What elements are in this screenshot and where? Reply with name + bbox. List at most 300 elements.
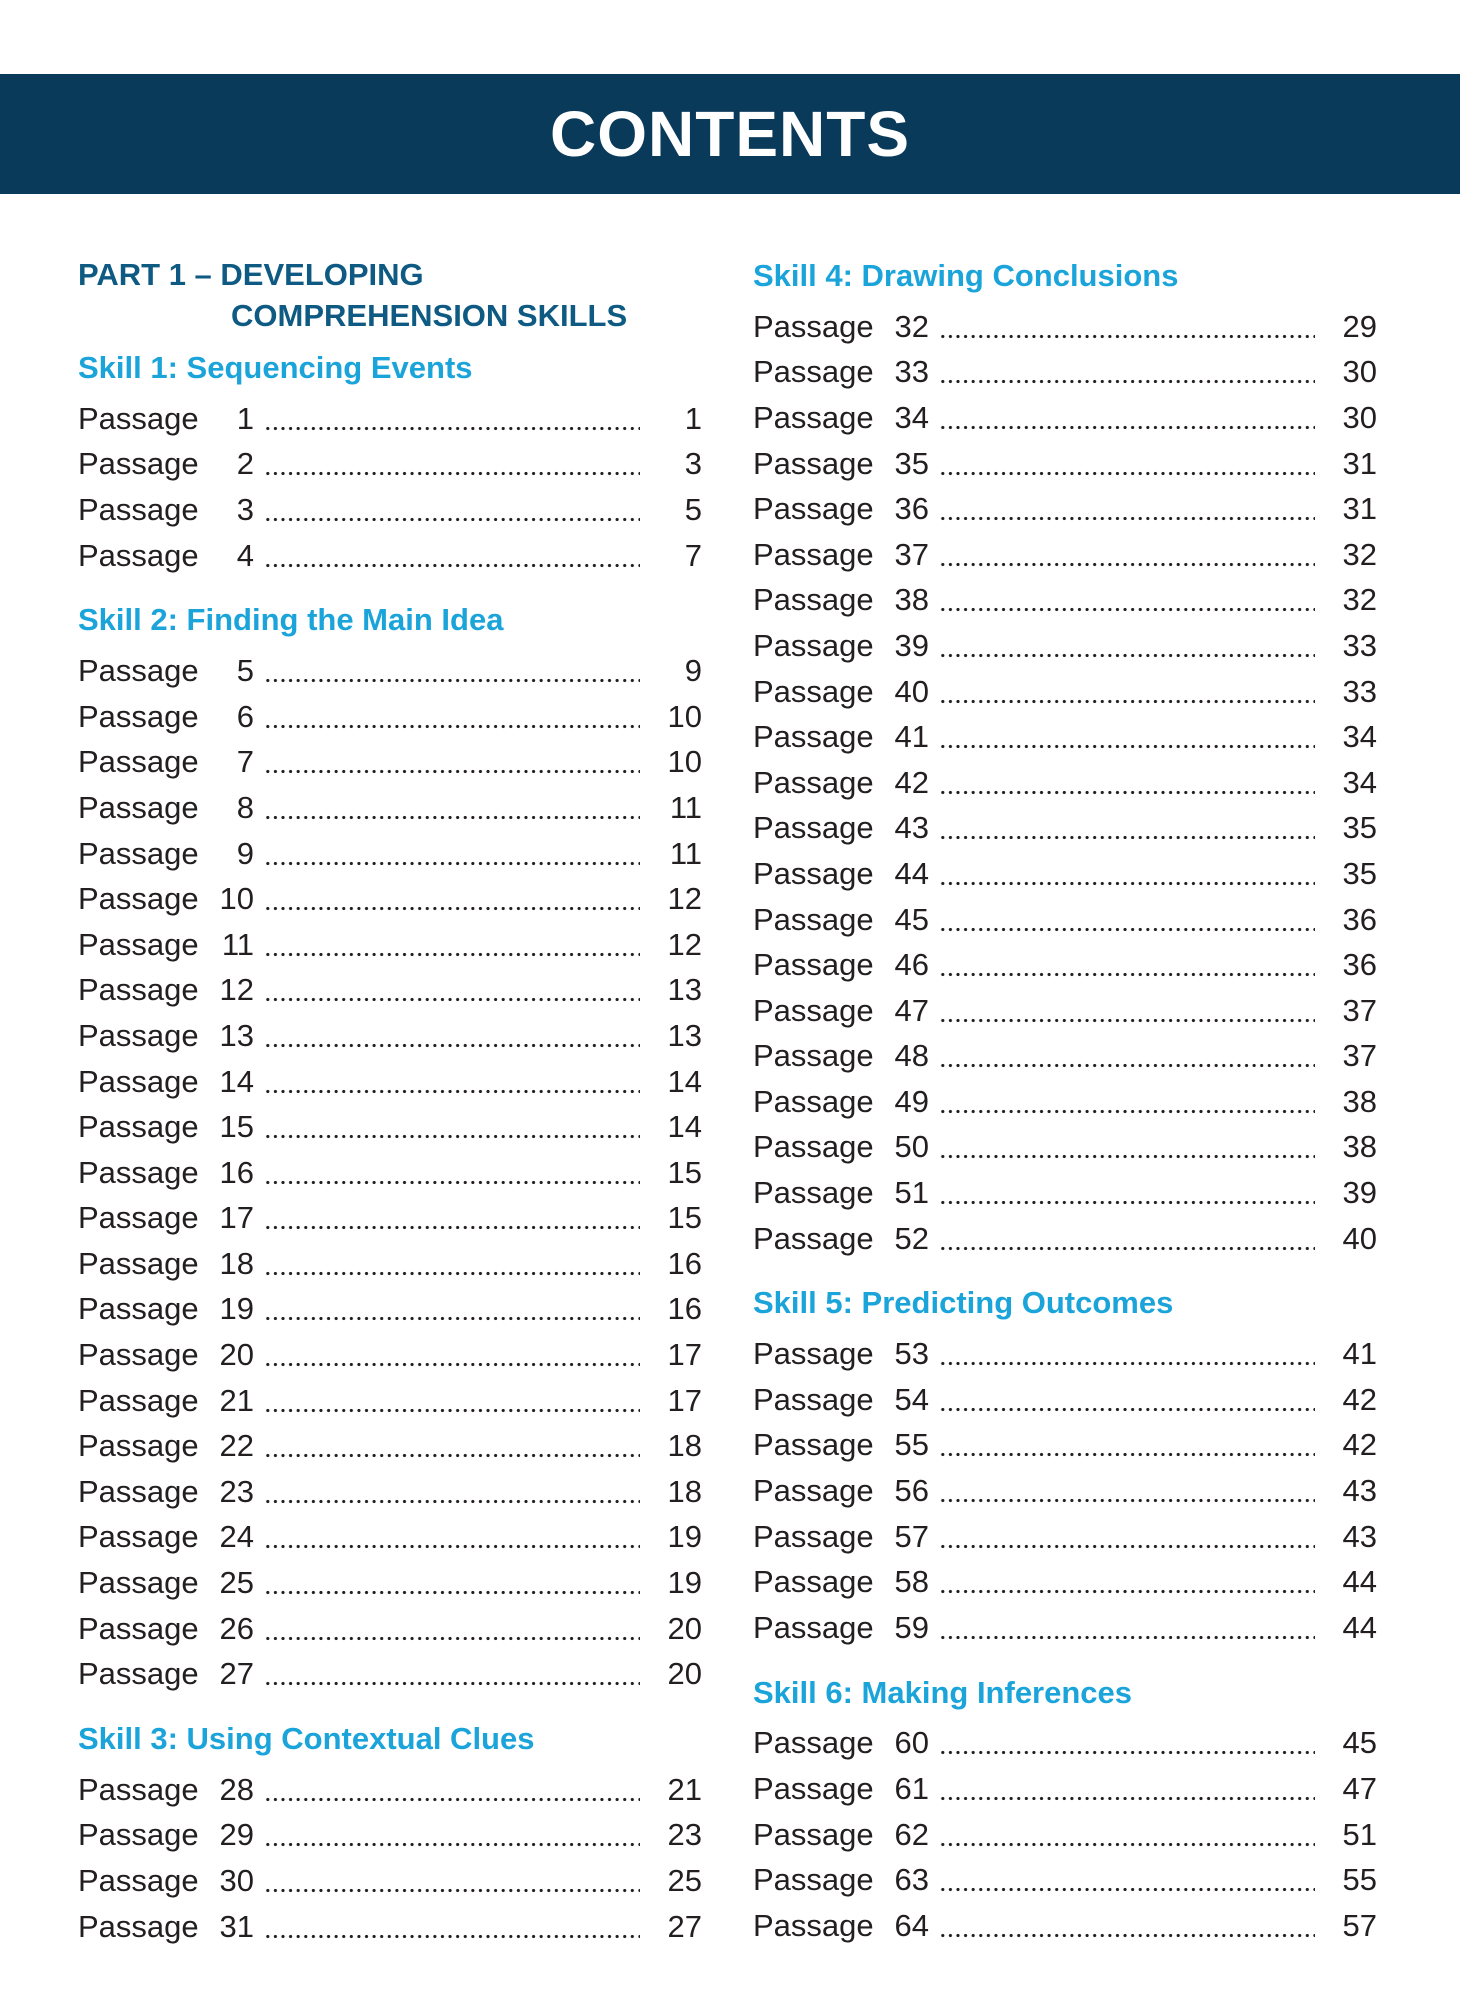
passage-number: 6 xyxy=(236,698,254,734)
entry-label xyxy=(753,1862,929,1898)
dot-leader xyxy=(939,1132,1315,1162)
passage-number: 63 xyxy=(894,1862,929,1898)
passage-word: Passage xyxy=(753,947,874,983)
dot-leader xyxy=(939,1567,1315,1597)
passage-number: 25 xyxy=(219,1565,254,1601)
passage-number: 4 xyxy=(236,537,254,573)
passage-number: 47 xyxy=(894,992,929,1028)
entry-label xyxy=(78,1772,254,1808)
toc-entry[interactable] xyxy=(753,1125,1377,1171)
passage-word: Passage xyxy=(78,1610,199,1646)
entry-label xyxy=(753,1610,929,1646)
toc-entry[interactable] xyxy=(753,623,1377,669)
passage-word: Passage xyxy=(78,1863,199,1899)
toc-entry[interactable] xyxy=(78,1241,702,1287)
dot-leader xyxy=(939,859,1315,889)
passage-number: 43 xyxy=(894,810,929,846)
toc-entry[interactable] xyxy=(78,1904,702,1950)
toc-entry[interactable] xyxy=(78,533,702,579)
passage-word: Passage xyxy=(78,972,199,1008)
entry-label xyxy=(753,765,929,801)
dot-leader xyxy=(264,404,640,434)
dot-leader xyxy=(939,677,1315,707)
page-number: 41 xyxy=(1342,1336,1377,1372)
toc-entry[interactable] xyxy=(78,1332,702,1378)
entry-label xyxy=(78,1291,254,1327)
toc-entry[interactable] xyxy=(78,1767,702,1813)
dot-leader xyxy=(939,1476,1315,1506)
passage-number: 48 xyxy=(894,1038,929,1074)
passage-word: Passage xyxy=(78,1063,199,1099)
entry-label xyxy=(753,1336,929,1372)
entry-label xyxy=(753,1427,929,1463)
toc-entry[interactable] xyxy=(78,1423,702,1469)
passage-number: 20 xyxy=(219,1337,254,1373)
page-number: 10 xyxy=(667,744,702,780)
toc-entry[interactable] xyxy=(753,1170,1377,1216)
page-number: 11 xyxy=(669,835,702,871)
page-number: 18 xyxy=(667,1428,702,1464)
toc-entry[interactable] xyxy=(78,1196,702,1242)
passage-word: Passage xyxy=(753,536,874,572)
page-number: 44 xyxy=(1342,1609,1377,1645)
entry-label xyxy=(753,1084,929,1120)
passage-number: 24 xyxy=(219,1519,254,1555)
passage-number: 42 xyxy=(894,764,929,800)
passage-number: 19 xyxy=(219,1291,254,1327)
entry-label xyxy=(78,1200,254,1236)
toc-entry[interactable] xyxy=(78,1059,702,1105)
part-heading xyxy=(78,254,702,336)
entry-label xyxy=(753,947,929,983)
entry-label xyxy=(78,1246,254,1282)
dot-leader xyxy=(264,1112,640,1142)
dot-leader xyxy=(939,1339,1315,1369)
passage-number: 13 xyxy=(219,1017,254,1053)
toc-entry[interactable] xyxy=(753,304,1377,350)
entry-label xyxy=(78,744,254,780)
dot-leader xyxy=(264,930,640,960)
passage-word: Passage xyxy=(753,1129,874,1165)
toc-entry[interactable] xyxy=(78,1560,702,1606)
entry-label xyxy=(78,1519,254,1555)
dot-leader xyxy=(939,1728,1315,1758)
passage-word: Passage xyxy=(78,1245,199,1281)
toc-entry[interactable] xyxy=(753,1812,1377,1858)
dot-leader xyxy=(264,656,640,686)
dot-leader xyxy=(264,1158,640,1188)
passage-number: 55 xyxy=(894,1427,929,1463)
dot-leader xyxy=(264,1820,640,1850)
page-number: 10 xyxy=(667,698,702,734)
passage-number: 39 xyxy=(894,627,929,663)
passage-number: 29 xyxy=(219,1817,254,1853)
page-number: 13 xyxy=(667,1017,702,1053)
passage-word: Passage xyxy=(78,744,199,780)
toc-entry[interactable] xyxy=(78,648,702,694)
page-number: 23 xyxy=(667,1817,702,1853)
passage-number: 40 xyxy=(894,673,929,709)
dot-leader xyxy=(264,1431,640,1461)
page-number: 13 xyxy=(667,972,702,1008)
dot-leader xyxy=(939,494,1315,524)
entry-label xyxy=(753,1564,929,1600)
toc-entry[interactable] xyxy=(78,1469,702,1515)
toc-entry[interactable] xyxy=(753,714,1377,760)
toc-entry[interactable] xyxy=(753,1377,1377,1423)
dot-leader xyxy=(939,1865,1315,1895)
dot-leader xyxy=(264,793,640,823)
toc-entry[interactable] xyxy=(753,350,1377,396)
right-column xyxy=(753,248,1377,1949)
passage-number: 49 xyxy=(894,1083,929,1119)
entry-label xyxy=(753,1221,929,1257)
page-number: 38 xyxy=(1342,1083,1377,1119)
passage-number: 58 xyxy=(894,1564,929,1600)
entry-label xyxy=(78,1611,254,1647)
toc-entry[interactable] xyxy=(78,1515,702,1561)
toc-entry[interactable] xyxy=(78,876,702,922)
passage-word: Passage xyxy=(753,1336,874,1372)
passage-number: 54 xyxy=(894,1381,929,1417)
entry-label xyxy=(753,1771,929,1807)
page-number: 14 xyxy=(667,1063,702,1099)
entry-label xyxy=(78,1474,254,1510)
dot-leader xyxy=(939,1613,1315,1643)
toc-entry[interactable] xyxy=(753,532,1377,578)
toc-entry[interactable] xyxy=(753,486,1377,532)
entry-label xyxy=(78,836,254,872)
page-number: 15 xyxy=(667,1154,702,1190)
passage-word: Passage xyxy=(753,1473,874,1509)
passage-word: Passage xyxy=(753,627,874,663)
skill-heading: Skill 6: Making Inferences xyxy=(753,1674,1133,1710)
toc-entry[interactable] xyxy=(753,1766,1377,1812)
part-heading-line1: PART 1 – DEVELOPING xyxy=(78,257,424,292)
toc-entry[interactable] xyxy=(753,1721,1377,1767)
passage-number: 57 xyxy=(894,1518,929,1554)
page-number: 55 xyxy=(1342,1862,1377,1898)
dot-leader xyxy=(264,884,640,914)
page-number: 20 xyxy=(667,1610,702,1646)
dot-leader xyxy=(939,312,1315,342)
toc-entry[interactable] xyxy=(78,740,702,786)
passage-number: 18 xyxy=(219,1245,254,1281)
toc-entry[interactable] xyxy=(78,1813,702,1859)
passage-word: Passage xyxy=(78,1200,199,1236)
toc-entry[interactable] xyxy=(78,785,702,831)
dot-leader xyxy=(264,1340,640,1370)
toc-entry[interactable] xyxy=(753,806,1377,852)
dot-leader xyxy=(939,1224,1315,1254)
passage-number: 50 xyxy=(894,1129,929,1165)
dot-leader xyxy=(939,1911,1315,1941)
passage-word: Passage xyxy=(78,446,199,482)
entry-label xyxy=(753,1129,929,1165)
dot-leader xyxy=(939,1774,1315,1804)
passage-number: 30 xyxy=(219,1863,254,1899)
entry-label xyxy=(753,1382,929,1418)
entry-label xyxy=(78,1565,254,1601)
toc-entry[interactable] xyxy=(753,760,1377,806)
passage-word: Passage xyxy=(78,1154,199,1190)
dot-leader xyxy=(264,1203,640,1233)
passage-word: Passage xyxy=(78,1519,199,1555)
page-number: 35 xyxy=(1342,810,1377,846)
passage-number: 7 xyxy=(236,744,254,780)
entry-label xyxy=(753,719,929,755)
toc-entry[interactable] xyxy=(78,1378,702,1424)
passage-number: 36 xyxy=(894,491,929,527)
page-number: 36 xyxy=(1342,947,1377,983)
toc-entry[interactable] xyxy=(753,1514,1377,1560)
passage-word: Passage xyxy=(78,1656,199,1692)
toc-entry[interactable] xyxy=(753,942,1377,988)
passage-number: 17 xyxy=(219,1200,254,1236)
toc-entry[interactable] xyxy=(753,851,1377,897)
page-number: 27 xyxy=(667,1908,702,1944)
entry-label xyxy=(78,1155,254,1191)
dot-leader xyxy=(264,1522,640,1552)
passage-word: Passage xyxy=(753,1862,874,1898)
entry-label xyxy=(753,628,929,664)
page-number: 9 xyxy=(684,653,702,689)
toc-entry[interactable] xyxy=(753,395,1377,441)
entry-label xyxy=(78,401,254,437)
passage-number: 16 xyxy=(219,1154,254,1190)
toc-entry[interactable] xyxy=(753,897,1377,943)
passage-number: 14 xyxy=(219,1063,254,1099)
dot-leader xyxy=(264,839,640,869)
toc-entry[interactable] xyxy=(753,1331,1377,1377)
page-number: 45 xyxy=(1342,1725,1377,1761)
dot-leader xyxy=(264,449,640,479)
dot-leader xyxy=(939,449,1315,479)
toc-entry[interactable] xyxy=(753,1034,1377,1080)
toc-entry[interactable] xyxy=(78,831,702,877)
passage-word: Passage xyxy=(753,1907,874,1943)
dot-leader xyxy=(939,631,1315,661)
passage-word: Passage xyxy=(753,1564,874,1600)
passage-word: Passage xyxy=(753,1518,874,1554)
passage-word: Passage xyxy=(78,1337,199,1373)
passage-word: Passage xyxy=(78,1291,199,1327)
passage-number: 53 xyxy=(894,1336,929,1372)
passage-word: Passage xyxy=(78,698,199,734)
part-heading-line2: COMPREHENSION SKILLS xyxy=(231,298,628,333)
page-number: 33 xyxy=(1342,673,1377,709)
dot-leader xyxy=(264,1249,640,1279)
dot-leader xyxy=(264,541,640,571)
toc-entry[interactable] xyxy=(753,578,1377,624)
dot-leader xyxy=(264,1614,640,1644)
passage-word: Passage xyxy=(753,1609,874,1645)
passage-word: Passage xyxy=(78,926,199,962)
page-number: 43 xyxy=(1342,1518,1377,1554)
page-title: CONTENTS xyxy=(550,98,910,170)
entry-label xyxy=(753,400,929,436)
entry-label xyxy=(753,582,929,618)
entry-label xyxy=(753,354,929,390)
page-number: 29 xyxy=(1342,308,1377,344)
passage-word: Passage xyxy=(78,789,199,825)
page-number: 32 xyxy=(1342,536,1377,572)
dot-leader xyxy=(264,1067,640,1097)
page-number: 31 xyxy=(1342,491,1377,527)
page-number: 35 xyxy=(1342,855,1377,891)
toc-entry[interactable] xyxy=(753,669,1377,715)
toc-entry[interactable] xyxy=(753,1423,1377,1469)
passage-number: 38 xyxy=(894,582,929,618)
page-number: 11 xyxy=(669,789,702,825)
page-number: 34 xyxy=(1342,764,1377,800)
page-number: 15 xyxy=(667,1200,702,1236)
passage-word: Passage xyxy=(78,1565,199,1601)
passage-word: Passage xyxy=(753,1381,874,1417)
entry-label xyxy=(78,1064,254,1100)
toc-entry[interactable] xyxy=(78,396,702,442)
passage-word: Passage xyxy=(753,719,874,755)
page-number: 39 xyxy=(1342,1175,1377,1211)
page-number: 31 xyxy=(1342,445,1377,481)
passage-word: Passage xyxy=(78,1473,199,1509)
passage-number: 12 xyxy=(219,972,254,1008)
toc-entry[interactable] xyxy=(753,441,1377,487)
page-number: 21 xyxy=(667,1771,702,1807)
dot-leader xyxy=(939,1385,1315,1415)
passage-word: Passage xyxy=(78,1109,199,1145)
entry-label xyxy=(753,491,929,527)
dot-leader xyxy=(939,996,1315,1026)
page-number: 40 xyxy=(1342,1220,1377,1256)
dot-leader xyxy=(264,1912,640,1942)
dot-leader xyxy=(939,357,1315,387)
passage-word: Passage xyxy=(78,1382,199,1418)
entry-label xyxy=(753,1908,929,1944)
page-number: 33 xyxy=(1342,627,1377,663)
passage-word: Passage xyxy=(78,1817,199,1853)
passage-word: Passage xyxy=(753,399,874,435)
dot-leader xyxy=(264,1021,640,1051)
toc-entry[interactable] xyxy=(78,922,702,968)
page-number: 47 xyxy=(1342,1771,1377,1807)
page-number: 18 xyxy=(667,1473,702,1509)
toc-entry[interactable] xyxy=(753,1605,1377,1651)
toc-entry[interactable] xyxy=(78,1013,702,1059)
entry-label xyxy=(753,537,929,573)
passage-word: Passage xyxy=(753,1771,874,1807)
entry-label xyxy=(78,699,254,735)
passage-number: 8 xyxy=(236,789,254,825)
dot-leader xyxy=(264,1775,640,1805)
entry-label xyxy=(78,446,254,482)
passage-number: 59 xyxy=(894,1609,929,1645)
passage-word: Passage xyxy=(78,491,199,527)
page-number: 19 xyxy=(667,1565,702,1601)
page-number: 51 xyxy=(1342,1816,1377,1852)
dot-leader xyxy=(939,722,1315,752)
passage-number: 3 xyxy=(236,491,254,527)
toc-entry[interactable] xyxy=(753,988,1377,1034)
passage-word: Passage xyxy=(753,810,874,846)
page-number: 34 xyxy=(1342,719,1377,755)
passage-number: 52 xyxy=(894,1220,929,1256)
toc-entry[interactable] xyxy=(78,1858,702,1904)
toc-entry[interactable] xyxy=(78,1606,702,1652)
toc-entry[interactable] xyxy=(753,1559,1377,1605)
passage-word: Passage xyxy=(753,308,874,344)
entry-label xyxy=(78,1109,254,1145)
passage-word: Passage xyxy=(753,901,874,937)
toc-entry[interactable] xyxy=(78,1651,702,1697)
toc-entry[interactable] xyxy=(78,694,702,740)
passage-number: 9 xyxy=(236,835,254,871)
dot-leader xyxy=(939,950,1315,980)
page-number: 14 xyxy=(667,1109,702,1145)
passage-number: 46 xyxy=(894,947,929,983)
passage-word: Passage xyxy=(78,1771,199,1807)
page-number: 25 xyxy=(667,1863,702,1899)
passage-number: 11 xyxy=(221,926,254,962)
passage-word: Passage xyxy=(753,445,874,481)
toc-entry[interactable] xyxy=(78,968,702,1014)
entry-label xyxy=(78,492,254,528)
page-number: 57 xyxy=(1342,1907,1377,1943)
passage-word: Passage xyxy=(78,1017,199,1053)
page-number: 12 xyxy=(667,926,702,962)
page-number: 37 xyxy=(1342,992,1377,1028)
toc-entry[interactable] xyxy=(78,487,702,533)
toc-entry[interactable] xyxy=(78,1150,702,1196)
passage-number: 27 xyxy=(219,1656,254,1692)
entry-label xyxy=(78,972,254,1008)
toc-entry[interactable] xyxy=(753,1903,1377,1949)
dot-leader xyxy=(939,540,1315,570)
page-number: 16 xyxy=(667,1245,702,1281)
entry-label xyxy=(78,1428,254,1464)
passage-number: 37 xyxy=(894,536,929,572)
toc-entry[interactable] xyxy=(753,1857,1377,1903)
toc-entry[interactable] xyxy=(78,442,702,488)
passage-word: Passage xyxy=(753,1038,874,1074)
entry-label xyxy=(753,674,929,710)
dot-leader xyxy=(939,813,1315,843)
passage-number: 5 xyxy=(236,653,254,689)
entry-label xyxy=(753,1725,929,1761)
page-number: 36 xyxy=(1342,901,1377,937)
entry-label xyxy=(753,810,929,846)
dot-leader xyxy=(264,1386,640,1416)
passage-word: Passage xyxy=(753,992,874,1028)
page-number: 32 xyxy=(1342,582,1377,618)
toc-entry[interactable] xyxy=(78,1287,702,1333)
page-number: 42 xyxy=(1342,1427,1377,1463)
passage-number: 22 xyxy=(219,1428,254,1464)
toc-entry[interactable] xyxy=(753,1079,1377,1125)
page-number: 17 xyxy=(667,1382,702,1418)
toc-entry[interactable] xyxy=(753,1216,1377,1262)
dot-leader xyxy=(939,1522,1315,1552)
dot-leader xyxy=(264,495,640,525)
dot-leader xyxy=(939,1820,1315,1850)
entry-label xyxy=(753,993,929,1029)
toc-entry[interactable] xyxy=(78,1104,702,1150)
toc-entry[interactable] xyxy=(753,1468,1377,1514)
skill-heading: Skill 4: Drawing Conclusions xyxy=(753,258,1179,293)
page-number: 44 xyxy=(1342,1564,1377,1600)
passage-word: Passage xyxy=(78,1908,199,1944)
passage-number: 34 xyxy=(894,399,929,435)
